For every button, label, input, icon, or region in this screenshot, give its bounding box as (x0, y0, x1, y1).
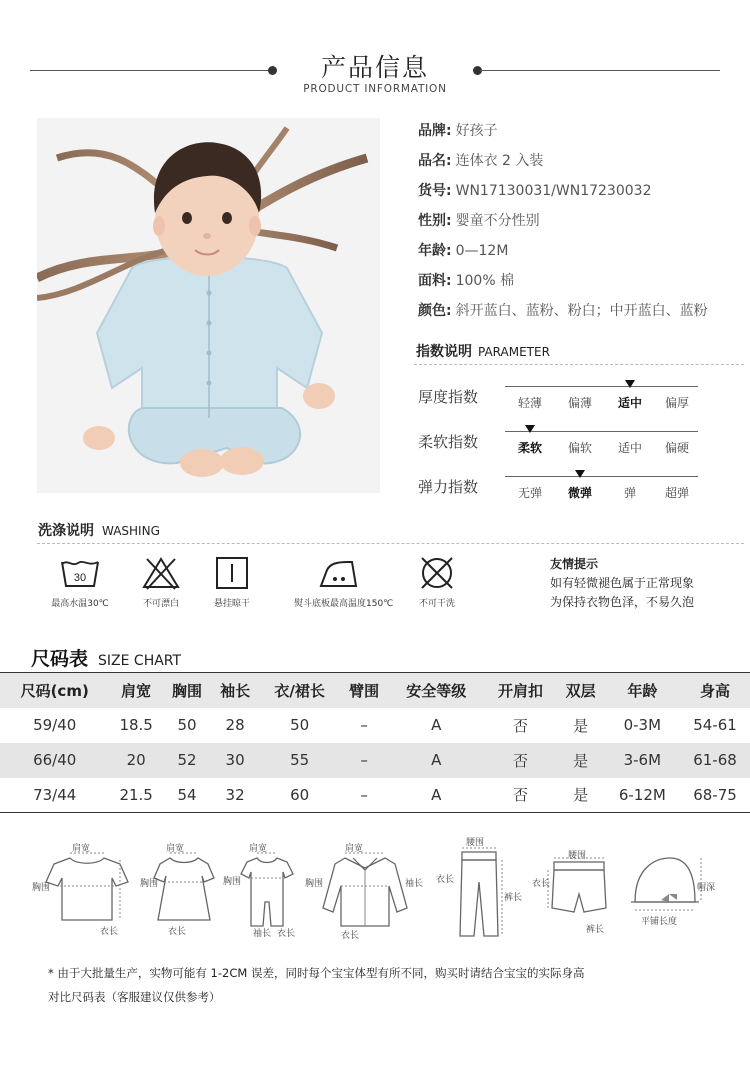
index-label: 弹力指数 (418, 478, 479, 496)
tip-line-2: 为保持衣物色泽，不易久泡 (550, 595, 695, 609)
no-dry-clean-icon (417, 556, 457, 590)
wash-caption-bleach: 不可漂白 (142, 599, 179, 609)
tip-line-1: 如有轻微褪色属于正常现象 (550, 576, 695, 590)
wash-caption-iron: 熨斗底板最高温度150℃ (294, 599, 394, 609)
washing-divider (37, 543, 744, 544)
info-row (418, 300, 708, 320)
iron-150-icon (318, 556, 360, 590)
info-value: 100% 棉 (455, 273, 515, 289)
size-cell: – (340, 743, 388, 778)
diag3-sleeve: 袖长 (253, 929, 272, 939)
diagram-shorts (530, 838, 625, 943)
friendly-tip (550, 555, 694, 612)
diag6-waist: 腰围 (568, 851, 587, 861)
page-subtitle: PRODUCT INFORMATION (303, 83, 447, 95)
wash-item-dryclean (392, 556, 482, 609)
size-cell: 54-61 (693, 716, 737, 734)
product-photo (37, 118, 380, 493)
diag5-waist: 腰围 (466, 838, 485, 848)
wash-caption-hang: 悬挂晾干 (213, 599, 250, 609)
index-tick: 偏薄 (567, 396, 592, 410)
index-tick: 超弹 (664, 486, 689, 500)
size-cell: 是 (573, 716, 589, 735)
info-row (418, 270, 514, 290)
size-cell: 否 (484, 778, 556, 813)
size-chart-title-cn: 尺码表 (31, 648, 89, 670)
info-value: 婴童不分性别 (455, 213, 540, 229)
wash-item-iron (294, 556, 394, 609)
info-value: 0—12M (455, 243, 509, 259)
diag5-length: 衣长 (436, 875, 455, 885)
diag4-shoulder: 肩宽 (345, 844, 364, 854)
page-title: 产品信息 (320, 53, 429, 82)
index-scale-line (505, 386, 698, 387)
wash-item-temp (35, 556, 125, 609)
size-cell: 21.5 (109, 778, 163, 813)
size-cell: – (340, 778, 388, 813)
header-line-right (480, 70, 720, 71)
info-value: 好孩子 (455, 123, 498, 139)
index-tick: 偏硬 (664, 441, 689, 455)
diag3-length: 衣长 (277, 929, 296, 939)
diag2-chest: 胸围 (140, 879, 159, 889)
diag3-shoulder: 肩宽 (249, 844, 268, 854)
size-cell: 否 (484, 743, 556, 778)
diag7-hat-depth: 帽深 (697, 883, 716, 893)
size-table (0, 672, 750, 813)
parameter-divider (414, 364, 744, 365)
footnote-line-1: * 由于大批量生产，实物可能有 1-2CM 误差，同时每个宝宝体型有所不同，购买时请结合宝宝的实际身高 (48, 966, 585, 980)
index-label: 厚度指数 (418, 388, 479, 406)
parameter-title-en: PARAMETER (478, 345, 550, 359)
diag2-shoulder: 肩宽 (166, 844, 185, 854)
info-row (418, 180, 651, 200)
info-key: 货号: (418, 183, 452, 199)
diag2-length: 衣长 (168, 927, 187, 937)
size-cell: 50 (290, 716, 310, 734)
washing-title-cn: 洗涤说明 (38, 523, 94, 539)
info-key: 颜色: (418, 303, 452, 319)
size-cell: 否 (512, 716, 528, 735)
size-table-header (0, 673, 750, 708)
diagram-romper (223, 838, 308, 943)
index-marker-icon (525, 425, 535, 433)
diagram-dress (140, 838, 225, 938)
hang-dry-icon (212, 556, 252, 590)
size-header-cell: 尺码(cm) (0, 673, 109, 708)
info-row (418, 120, 498, 140)
size-cell: 30 (211, 743, 259, 778)
info-key: 面料: (418, 273, 452, 289)
size-cell: 是 (557, 743, 605, 778)
diagram-tshirt (32, 838, 132, 938)
diag3-chest: 胸围 (223, 877, 242, 887)
wash-caption-temp: 最高水温30℃ (51, 599, 109, 609)
size-header-cell: 身高 (680, 673, 750, 708)
shirt-outline-icon (305, 838, 430, 943)
footnote-line-2: 对比尺码表（客服建议仅供参考） (48, 990, 221, 1004)
washing-title (38, 520, 160, 540)
size-cell: A (431, 716, 442, 734)
size-cell: 73/44 (0, 778, 109, 813)
size-header-cell: 袖长 (211, 673, 259, 708)
size-cell: 59/40 (33, 716, 77, 734)
parameter-title-cn: 指数说明 (416, 344, 472, 360)
info-row (418, 150, 543, 170)
diag4-sleeve: 袖长 (405, 879, 424, 889)
size-chart-title (31, 644, 181, 671)
size-cell: A (388, 743, 484, 778)
table-row (0, 743, 750, 778)
diagram-shirt (305, 838, 430, 943)
diag1-shoulder: 肩宽 (72, 844, 91, 854)
tip-title: 友情提示 (550, 557, 599, 571)
index-tick: 柔软 (517, 441, 542, 455)
size-cell: 是 (557, 778, 605, 813)
size-header-cell: 开肩扣 (484, 673, 556, 708)
size-cell: 61-68 (680, 743, 750, 778)
size-cell: 55 (259, 743, 340, 778)
size-header-cell: 年龄 (605, 673, 680, 708)
index-tick: 适中 (617, 396, 642, 410)
info-value: 斜开蓝白、蓝粉、粉白；中开蓝白、蓝粉 (455, 303, 708, 319)
size-header-cell: 胸围 (163, 673, 211, 708)
table-row (0, 778, 750, 813)
index-tick: 无弹 (517, 486, 542, 500)
size-cell: 28 (225, 716, 245, 734)
index-tick: 弹 (623, 486, 636, 500)
info-key: 性别: (418, 213, 452, 229)
size-cell: 52 (163, 743, 211, 778)
size-header-cell: 臂围 (340, 673, 388, 708)
diag7-flat-length: 平铺长度 (641, 917, 678, 927)
index-marker-icon (575, 470, 585, 478)
info-value: WN17130031/WN17230032 (455, 183, 652, 199)
size-cell: 50 (177, 716, 197, 734)
washing-title-en: WASHING (102, 524, 160, 538)
diag4-chest: 胸围 (305, 879, 324, 889)
diag1-chest: 胸围 (32, 883, 51, 893)
size-header-cell: 双层 (557, 673, 605, 708)
parameter-title (416, 341, 550, 361)
index-tick: 偏厚 (664, 396, 689, 410)
size-cell: 66/40 (0, 743, 109, 778)
size-cell: 3-6M (605, 743, 680, 778)
diag1-length: 衣长 (100, 927, 119, 937)
size-cell: 54 (163, 778, 211, 813)
index-tick: 轻薄 (517, 396, 542, 410)
index-marker-icon (625, 380, 635, 388)
index-scale-line (505, 476, 698, 477)
index-tick: 偏软 (567, 441, 592, 455)
size-header-cell: 衣/裙长 (259, 673, 340, 708)
size-cell: A (388, 778, 484, 813)
index-label: 柔软指数 (418, 433, 479, 451)
wash-30-icon (60, 556, 100, 590)
size-cell: 6-12M (605, 778, 680, 813)
size-cell: – (360, 716, 368, 734)
diag5-pants-length: 裤长 (504, 893, 523, 903)
index-tick: 适中 (617, 441, 642, 455)
size-chart-title-en: SIZE CHART (98, 653, 182, 669)
no-bleach-icon (141, 556, 181, 590)
size-header-cell: 肩宽 (109, 673, 163, 708)
size-cell: 68-75 (680, 778, 750, 813)
wash-temp-value: 30 (73, 572, 87, 584)
size-cell: 20 (109, 743, 163, 778)
size-cell: 0-3M (623, 716, 662, 734)
info-key: 年龄: (418, 243, 452, 259)
table-row (0, 708, 750, 743)
info-key: 品名: (418, 153, 452, 169)
wash-item-hang (187, 556, 277, 609)
size-cell: 32 (211, 778, 259, 813)
size-header-cell: 安全等级 (388, 673, 484, 708)
diag6-length: 衣长 (532, 879, 551, 889)
wash-caption-dryclean: 不可干洗 (418, 599, 455, 609)
info-row (418, 210, 540, 230)
info-row (418, 240, 508, 260)
info-value: 连体衣 2 入装 (455, 153, 544, 169)
size-cell: 18.5 (119, 716, 153, 734)
size-cell: 60 (259, 778, 340, 813)
index-tick: 微弹 (567, 486, 592, 500)
diagram-pants (436, 838, 531, 943)
diagram-hat (625, 838, 725, 938)
size-table-body (0, 708, 750, 813)
diag4-length: 衣长 (341, 931, 360, 941)
info-key: 品牌: (418, 123, 452, 139)
diag6-pants-length: 裤长 (586, 925, 605, 935)
